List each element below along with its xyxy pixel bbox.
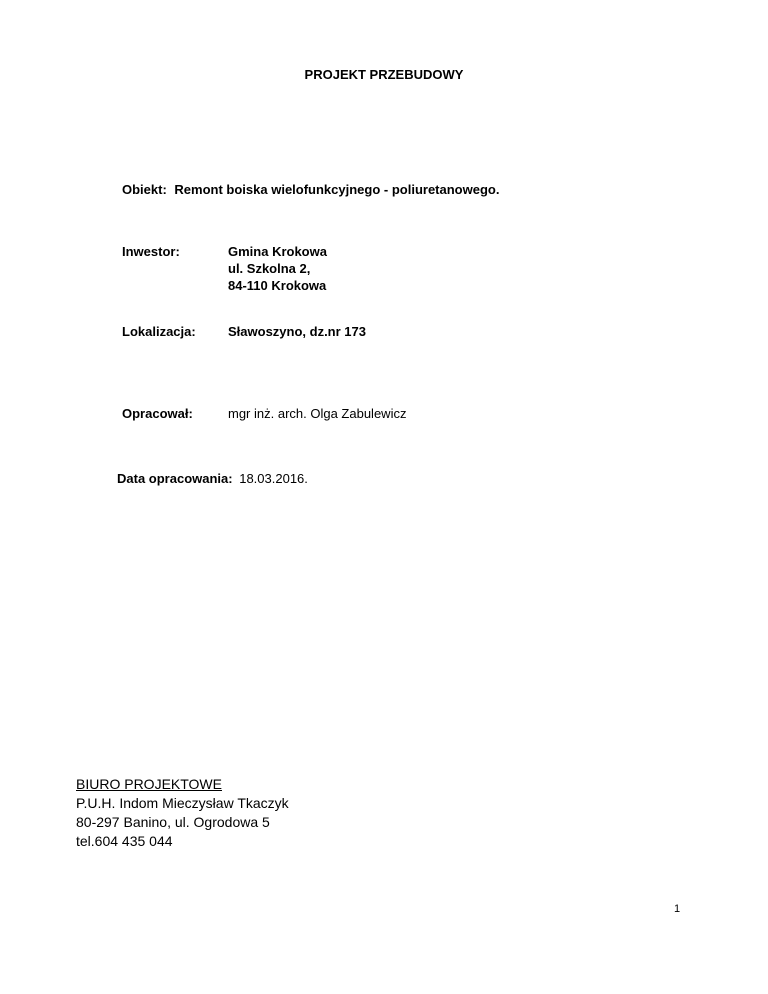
data-opracowania-label: Data opracowania: (117, 471, 233, 486)
biuro-heading: BIURO PROJEKTOWE (76, 776, 222, 792)
obiekt-value: Remont boiska wielofunkcyjnego - poliuretanowego. (174, 182, 500, 197)
inwestor-line-3: 84-110 Krokowa (228, 278, 327, 293)
inwestor-label: Inwestor: (122, 244, 180, 259)
opracowal-value: mgr inż. arch. Olga Zabulewicz (228, 406, 407, 421)
biuro-line-2: 80-297 Banino, ul. Ogrodowa 5 (76, 814, 270, 830)
biuro-block (76, 775, 289, 851)
opracowal-label: Opracował: (122, 406, 193, 421)
biuro-line-1: P.U.H. Indom Mieczysław Tkaczyk (76, 795, 289, 811)
page-number: 1 (674, 903, 681, 915)
inwestor-address (228, 243, 327, 294)
lokalizacja-value: Sławoszyno, dz.nr 173 (228, 324, 366, 339)
data-opracowania-value: 18.03.2016. (239, 471, 308, 486)
biuro-line-3: tel.604 435 044 (76, 833, 173, 849)
obiekt-label: Obiekt: (122, 182, 167, 197)
document-title: PROJEKT PRZEBUDOWY (304, 67, 464, 82)
obiekt-row (122, 182, 499, 197)
inwestor-line-2: ul. Szkolna 2, (228, 261, 311, 276)
lokalizacja-label: Lokalizacja: (122, 324, 196, 339)
inwestor-line-1: Gmina Krokowa (228, 244, 327, 259)
data-opracowania-row (117, 471, 308, 486)
